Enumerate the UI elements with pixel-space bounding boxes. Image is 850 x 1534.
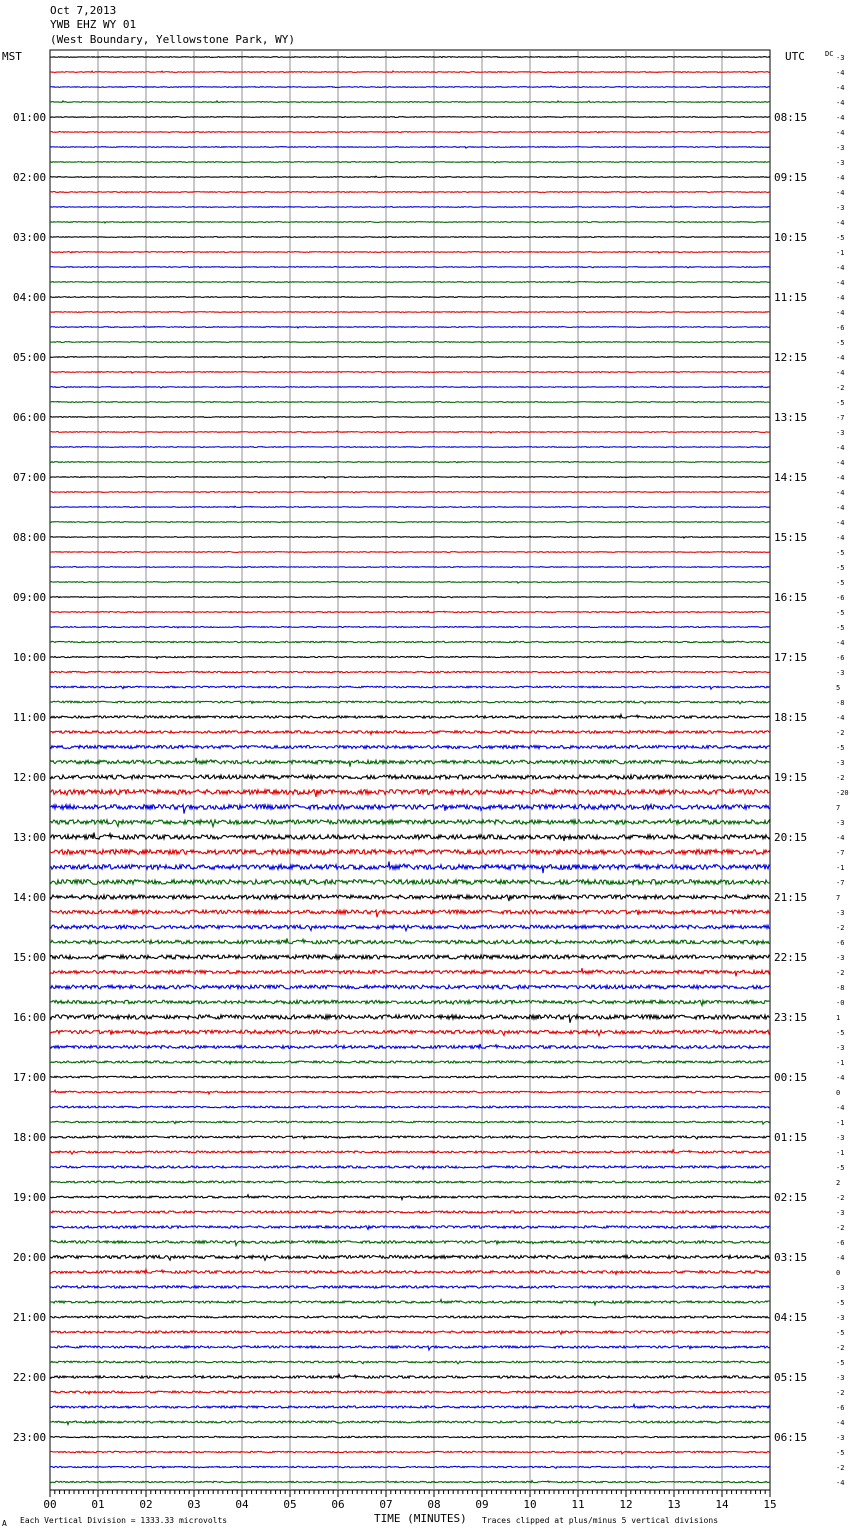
dc-offset-label: -5	[836, 1029, 845, 1037]
trace-line	[50, 1346, 770, 1350]
dc-offset-label: -2	[836, 1194, 845, 1202]
utc-hour-label: 19:15	[774, 771, 808, 784]
trace-line	[50, 597, 770, 598]
clip-note: Traces clipped at plus/minus 5 vertical divisions	[482, 1516, 719, 1525]
mst-hour-label: 08:00	[13, 531, 47, 544]
dc-offset-label: -7	[836, 879, 845, 887]
trace-line	[50, 1466, 770, 1468]
trace-line	[50, 1269, 770, 1274]
dc-offset-label: -4	[836, 489, 845, 497]
trace-line	[50, 567, 770, 568]
dc-offset-label: -1	[836, 864, 845, 872]
trace-line	[50, 312, 770, 313]
trace-line	[50, 372, 770, 374]
dc-offset-label: -5	[836, 1359, 845, 1367]
dc-offset-label: -3	[836, 1374, 845, 1382]
utc-hour-label: 23:15	[774, 1011, 808, 1024]
mst-hour-label: 11:00	[13, 711, 47, 724]
mst-hour-label: 23:00	[13, 1431, 47, 1444]
mst-hour-label: 20:00	[13, 1251, 47, 1264]
dc-offset-label: 2	[836, 1179, 841, 1187]
trace-line	[50, 955, 770, 959]
mst-hour-label: 16:00	[13, 1011, 47, 1024]
mst-hour-label: 17:00	[13, 1071, 47, 1084]
trace-line	[50, 611, 770, 613]
trace-line	[50, 731, 770, 735]
dc-column-label: DC	[825, 50, 834, 58]
utc-hour-label: 05:15	[774, 1371, 808, 1384]
trace-line	[50, 326, 770, 328]
dc-offset-label: -5	[836, 1329, 845, 1337]
x-tick-label: 11	[571, 1498, 585, 1511]
trace-line	[50, 1106, 770, 1108]
dc-offset-label: -1	[836, 249, 845, 257]
dc-offset-label: -4	[836, 714, 845, 722]
x-tick-label: 13	[667, 1498, 681, 1511]
trace-line	[50, 206, 770, 207]
trace-line	[50, 1299, 770, 1304]
dc-offset-label: 7	[836, 804, 841, 812]
dc-offset-label: -5	[836, 564, 845, 572]
scale-note: Each Vertical Division = 1333.33 microvolts	[20, 1516, 228, 1525]
utc-hour-label: 13:15	[774, 411, 808, 424]
mst-hour-label: 04:00	[13, 291, 47, 304]
trace-line	[50, 985, 770, 989]
utc-hour-label: 18:15	[774, 711, 808, 724]
dc-offset-label: -2	[836, 774, 845, 782]
trace-line	[50, 1241, 770, 1246]
dc-offset-label: -5	[836, 624, 845, 632]
utc-hour-label: 03:15	[774, 1251, 808, 1264]
dc-offset-label: -8	[836, 984, 845, 992]
dc-offset-label: -4	[836, 354, 845, 362]
dc-offset-label: -3	[836, 909, 845, 917]
dc-offset-label: -5	[836, 339, 845, 347]
dc-offset-label: -4	[836, 279, 845, 287]
x-tick-label: 10	[523, 1498, 537, 1511]
utc-hour-label: 21:15	[774, 891, 808, 904]
trace-line	[50, 880, 770, 885]
utc-hour-label: 10:15	[774, 231, 808, 244]
dc-offset-label: 5	[836, 684, 841, 692]
dc-offset-label: -4	[836, 639, 845, 647]
dc-offset-label: -6	[836, 1239, 845, 1247]
dc-offset-label: -5	[836, 1299, 845, 1307]
trace-line	[50, 71, 770, 73]
dc-offset-label: -6	[836, 324, 845, 332]
dc-offset-label: 0	[836, 1089, 841, 1097]
trace-line	[50, 925, 770, 931]
mst-hour-label: 13:00	[13, 831, 47, 844]
utc-hour-label: 20:15	[774, 831, 808, 844]
trace-line	[50, 640, 770, 642]
utc-hour-label: 04:15	[774, 1311, 808, 1324]
dc-offset-label: -4	[836, 504, 845, 512]
trace-line	[50, 1166, 770, 1169]
dc-offset-label: -1	[836, 1059, 845, 1067]
dc-offset-label: -0	[836, 999, 845, 1007]
mst-hour-label: 05:00	[13, 351, 47, 364]
trace-line	[50, 1404, 770, 1408]
dc-offset-label: 0	[836, 1269, 841, 1277]
trace-line	[50, 1000, 770, 1005]
trace-line	[50, 1255, 770, 1260]
trace-line	[50, 342, 770, 343]
trace-line	[50, 850, 770, 855]
dc-offset-label: -5	[836, 609, 845, 617]
utc-hour-label: 17:15	[774, 651, 808, 664]
footer-left-mark: A	[2, 1519, 7, 1528]
dc-offset-label: -4	[836, 474, 845, 482]
utc-axis-label: UTC	[785, 50, 805, 63]
trace-line	[50, 758, 770, 767]
trace-line	[50, 1195, 770, 1200]
dc-offset-label: -5	[836, 399, 845, 407]
x-tick-label: 14	[715, 1498, 729, 1511]
trace-line	[50, 117, 770, 118]
mst-hour-label: 02:00	[13, 171, 47, 184]
dc-offset-label: 1	[836, 1014, 841, 1022]
dc-offset-label: -6	[836, 654, 845, 662]
x-axis-title: TIME (MINUTES)	[374, 1512, 467, 1525]
trace-line	[50, 477, 770, 479]
dc-offset-label: -4	[836, 1479, 845, 1487]
station-location: (West Boundary, Yellowstone Park, WY)	[50, 33, 296, 46]
dc-offset-label: -3	[836, 1434, 845, 1442]
mst-hour-label: 18:00	[13, 1131, 47, 1144]
trace-line	[50, 895, 770, 901]
x-tick-label: 07	[379, 1498, 393, 1511]
mst-hour-label: 22:00	[13, 1371, 47, 1384]
trace-line	[50, 86, 770, 87]
mst-hour-label: 10:00	[13, 651, 47, 664]
dc-offset-label: -2	[836, 1389, 845, 1397]
trace-line	[50, 745, 770, 748]
dc-offset-label: -3	[836, 54, 845, 62]
dc-offset-label: -7	[836, 849, 845, 857]
utc-hour-label: 08:15	[774, 111, 808, 124]
mst-hour-label: 14:00	[13, 891, 47, 904]
dc-offset-label: -3	[836, 954, 845, 962]
dc-offset-label: -4	[836, 1254, 845, 1262]
trace-line	[50, 506, 770, 508]
trace-line	[50, 267, 770, 268]
dc-offset-label: -5	[836, 234, 845, 242]
trace-line	[50, 162, 770, 163]
trace-line	[50, 1226, 770, 1230]
trace-line	[50, 938, 770, 945]
trace-line	[50, 805, 770, 814]
dc-offset-label: -4	[836, 459, 845, 467]
dc-offset-label: -3	[836, 204, 845, 212]
dc-offset-label: -4	[836, 369, 845, 377]
dc-offset-label: -2	[836, 924, 845, 932]
trace-line	[50, 1316, 770, 1318]
dc-offset-label: -4	[836, 264, 845, 272]
dc-offset-label: -3	[836, 669, 845, 677]
mst-hour-label: 21:00	[13, 1311, 47, 1324]
trace-line	[50, 1090, 770, 1094]
dc-offset-label: -3	[836, 1044, 845, 1052]
dc-offset-label: -1	[836, 1149, 845, 1157]
trace-line	[50, 819, 770, 827]
dc-offset-label: -4	[836, 444, 845, 452]
dc-offset-label: -5	[836, 579, 845, 587]
trace-line	[50, 281, 770, 282]
mst-axis-label: MST	[2, 50, 22, 63]
trace-line	[50, 1150, 770, 1154]
dc-offset-label: -4	[836, 129, 845, 137]
x-tick-label: 06	[331, 1498, 345, 1511]
utc-hour-label: 22:15	[774, 951, 808, 964]
mst-hour-label: 15:00	[13, 951, 47, 964]
dc-offset-label: -4	[836, 519, 845, 527]
utc-hour-label: 11:15	[774, 291, 808, 304]
trace-line	[50, 861, 770, 873]
dc-offset-label: -3	[836, 759, 845, 767]
dc-offset-label: -3	[836, 1314, 845, 1322]
x-tick-label: 01	[91, 1498, 105, 1511]
dc-offset-label: -6	[836, 1404, 845, 1412]
trace-line	[50, 1481, 770, 1483]
dc-offset-label: -2	[836, 384, 845, 392]
trace-line	[50, 237, 770, 238]
x-tick-label: 09	[475, 1498, 489, 1511]
trace-line	[50, 1044, 770, 1049]
x-tick-label: 12	[619, 1498, 633, 1511]
trace-line	[50, 1451, 770, 1454]
x-tick-label: 15	[763, 1498, 777, 1511]
dc-offset-label: -4	[836, 84, 845, 92]
trace-line	[50, 1375, 770, 1379]
trace-line	[50, 1391, 770, 1394]
dc-offset-label: -1	[836, 1119, 845, 1127]
dc-offset-label: -4	[836, 219, 845, 227]
dc-offset-label: -6	[836, 594, 845, 602]
trace-line	[50, 252, 770, 254]
dc-offset-label: -6	[836, 939, 845, 947]
utc-hour-label: 14:15	[774, 471, 808, 484]
x-tick-label: 00	[43, 1498, 57, 1511]
trace-line	[50, 386, 770, 388]
dc-offset-label: -3	[836, 1209, 845, 1217]
mst-hour-label: 07:00	[13, 471, 47, 484]
dc-offset-label: -2	[836, 1464, 845, 1472]
trace-line	[50, 582, 770, 584]
trace-line	[50, 1061, 770, 1064]
dc-offset-label: -4	[836, 99, 845, 107]
x-tick-label: 05	[283, 1498, 297, 1511]
trace-line	[50, 1331, 770, 1334]
mst-hour-label: 01:00	[13, 111, 47, 124]
utc-hour-label: 06:15	[774, 1431, 808, 1444]
trace-line	[50, 1121, 770, 1124]
dc-offset-label: -7	[836, 414, 845, 422]
dc-offset-label: -5	[836, 744, 845, 752]
dc-offset-label: -4	[836, 174, 845, 182]
dc-offset-label: -20	[836, 789, 849, 797]
mst-hour-label: 12:00	[13, 771, 47, 784]
dc-offset-label: -4	[836, 69, 845, 77]
dc-offset-label: -4	[836, 114, 845, 122]
dc-offset-label: -2	[836, 969, 845, 977]
trace-line	[50, 910, 770, 917]
trace-line	[50, 401, 770, 402]
dc-offset-label: -4	[836, 534, 845, 542]
trace-line	[50, 297, 770, 298]
trace-line	[50, 1421, 770, 1425]
trace-line	[50, 627, 770, 628]
trace-line	[50, 462, 770, 463]
trace-line	[50, 701, 770, 704]
dc-offset-label: -2	[836, 1224, 845, 1232]
utc-hour-label: 09:15	[774, 171, 808, 184]
trace-line	[50, 775, 770, 779]
trace-line	[50, 132, 770, 133]
dc-offset-label: -3	[836, 1134, 845, 1142]
dc-offset-label: -3	[836, 819, 845, 827]
trace-line	[50, 357, 770, 358]
trace-line	[50, 1136, 770, 1139]
dc-offset-label: -5	[836, 549, 845, 557]
dc-offset-label: -3	[836, 429, 845, 437]
trace-line	[50, 656, 770, 658]
dc-offset-label: 7	[836, 894, 841, 902]
dc-offset-label: -5	[836, 1449, 845, 1457]
trace-line	[50, 1286, 770, 1288]
utc-hour-label: 01:15	[774, 1131, 808, 1144]
dc-offset-label: -3	[836, 1284, 845, 1292]
trace-line	[50, 522, 770, 523]
dc-offset-label: -5	[836, 1164, 845, 1172]
dc-offset-label: -4	[836, 1074, 845, 1082]
x-tick-label: 08	[427, 1498, 441, 1511]
trace-line	[50, 56, 770, 57]
trace-line	[50, 686, 770, 689]
utc-hour-label: 02:15	[774, 1191, 808, 1204]
trace-line	[50, 1076, 770, 1078]
trace-line	[50, 1181, 770, 1183]
x-tick-label: 02	[139, 1498, 153, 1511]
dc-offset-label: -4	[836, 189, 845, 197]
trace-line	[50, 671, 770, 673]
trace-line	[50, 222, 770, 223]
trace-line	[50, 790, 770, 797]
mst-hour-label: 09:00	[13, 591, 47, 604]
mst-hour-label: 19:00	[13, 1191, 47, 1204]
trace-line	[50, 431, 770, 433]
utc-hour-label: 16:15	[774, 591, 808, 604]
trace-line	[50, 968, 770, 976]
utc-hour-label: 15:15	[774, 531, 808, 544]
trace-line	[50, 1211, 770, 1213]
trace-line	[50, 447, 770, 448]
utc-hour-label: 00:15	[774, 1071, 808, 1084]
trace-line	[50, 417, 770, 418]
mst-hour-label: 03:00	[13, 231, 47, 244]
plot-frame	[50, 50, 770, 1490]
mst-hour-label: 06:00	[13, 411, 47, 424]
dc-offset-label: -3	[836, 159, 845, 167]
trace-line	[50, 715, 770, 719]
trace-line	[50, 1030, 770, 1036]
trace-line	[50, 101, 770, 103]
trace-line	[50, 492, 770, 493]
trace-line	[50, 536, 770, 538]
dc-offset-label: -3	[836, 144, 845, 152]
dc-offset-label: -2	[836, 729, 845, 737]
dc-offset-label: -8	[836, 699, 845, 707]
trace-line	[50, 147, 770, 149]
trace-line	[50, 192, 770, 193]
dc-offset-label: -4	[836, 309, 845, 317]
trace-line	[50, 1015, 770, 1023]
plot-date: Oct 7,2013	[50, 4, 117, 17]
trace-line	[50, 1361, 770, 1364]
trace-line	[50, 833, 770, 842]
dc-offset-label: -4	[836, 1419, 845, 1427]
x-tick-label: 03	[187, 1498, 201, 1511]
utc-hour-label: 12:15	[774, 351, 808, 364]
dc-offset-label: -2	[836, 1344, 845, 1352]
dc-offset-label: -4	[836, 1104, 845, 1112]
x-tick-label: 04	[235, 1498, 249, 1511]
trace-line	[50, 1436, 770, 1438]
station-code: YWB EHZ WY 01	[50, 18, 137, 31]
dc-offset-label: -4	[836, 834, 845, 842]
dc-offset-label: -4	[836, 294, 845, 302]
trace-line	[50, 176, 770, 177]
trace-line	[50, 552, 770, 553]
